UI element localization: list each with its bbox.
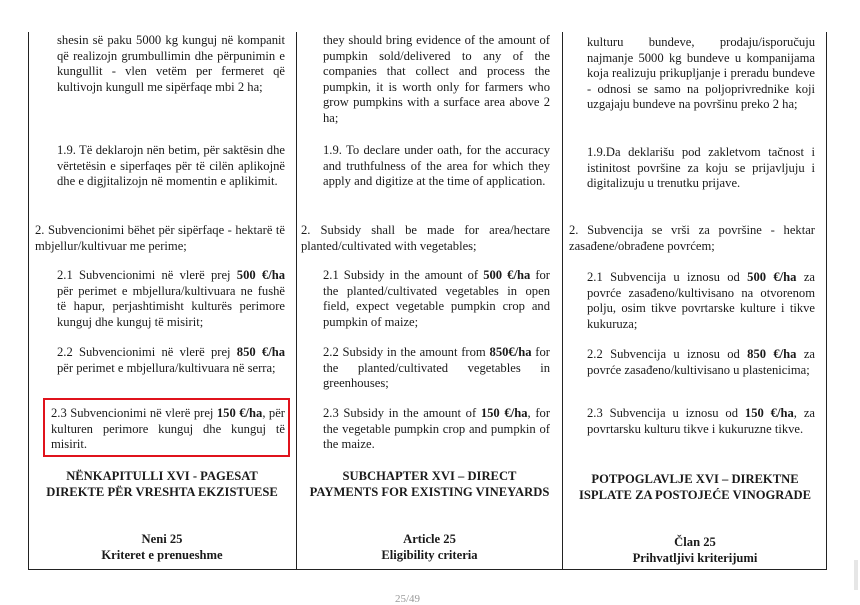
subchapter-heading: SUBCHAPTER XVI – DIRECT PAYMENTS FOR EXISTING VINEYARDS bbox=[309, 469, 550, 499]
article-number: Neni 25 bbox=[141, 532, 183, 546]
paragraph-2-2: 2.2 Subvencionimi në vlerë prej 850 €/ha për perimet e mbjellura/kultivuara në serra; bbox=[57, 345, 285, 375]
paragraph-2-3: 2.3 Subvencija u iznosu od 150 €/ha, za povrtarsku kulturu tikve i kukuruzne tikve. bbox=[587, 406, 815, 436]
article-heading bbox=[307, 532, 552, 563]
article-title: Eligibility criteria bbox=[381, 547, 478, 562]
paragraph-2-2: 2.2 Subsidy in the amount from 850€/ha for the planted/cultivated vegetables in greenhouses; bbox=[323, 345, 550, 391]
paragraph-continuation: kulturu bundeve, prodaju/isporučuju najmanje 5000 kg bundeve u kompanijama koja realizuju prikupljanje i preradu bundeve - odnosi se samo na poljoprivrednike koji uzgajaju bundeve na površinu preko 2 ha; bbox=[587, 35, 815, 112]
subchapter-heading: POTPOGLAVLJE XVI – DIREKTNE ISPLATE ZA POSTOJEĆE VINOGRADE bbox=[579, 472, 811, 502]
paragraph-1-9: 1.9.Da deklarišu pod zakletvom tačnost i istinitost površine za koju se prijavljuju i digitalizuju u trenutku prijave. bbox=[587, 145, 815, 191]
article-heading bbox=[39, 532, 285, 563]
paragraph-2-3: 2.3 Subsidy in the amount of 150 €/ha, for the vegetable pumpkin crop and pumpkin of the maize. bbox=[323, 406, 551, 452]
article-number: Član 25 bbox=[674, 535, 716, 549]
column-english bbox=[296, 32, 562, 569]
paragraph-2-3: 2.3 Subvencionimi në vlerë prej 150 €/ha, për kulturen perimore kunguj dhe kunguj të misirit. bbox=[51, 406, 285, 452]
paragraph-2-1: 2.1 Subsidy in the amount of 500 €/ha for the planted/cultivated vegetables in open field, expect vegetable pumpkin crop and pumpkin of maize; bbox=[323, 268, 551, 329]
trilingual-table bbox=[28, 32, 827, 570]
paragraph-2: 2. Subvencija se vrši za površine - hektar zasađene/obrađene povrćem; bbox=[569, 223, 815, 253]
paragraph-2-1: 2.1 Subvencionimi në vlerë prej 500 €/ha për perimet e mbjellura/kultivuara ne fushë të hapur, perjashtimisht kulturës perimore kunguj dhe kunguj të misirit; bbox=[57, 268, 285, 329]
column-albanian bbox=[29, 32, 295, 569]
page-number: 25/49 bbox=[395, 593, 421, 605]
paragraph-1-9: 1.9. Të deklarojn nën betim, për saktësin dhe vërtetësin e siperfaqes për të cilën aplikojnë dhe e digjitalizojn në momentin e aplikimit. bbox=[57, 143, 285, 189]
paragraph-2-1: 2.1 Subvencija u iznosu od 500 €/ha za povrće zasađeno/kultivisano na otvorenom polju, osim tikve povrtarske kulture i tikve kukuruza; bbox=[587, 270, 815, 331]
paragraph-1-9: 1.9. To declare under oath, for the accuracy and truthfulness of the area for which they apply and digitize at the time of application. bbox=[323, 143, 550, 189]
paragraph-continuation: they should bring evidence of the amount of pumpkin sold/delivered to any of the companies that collect and process the pumpkin, it is worth only for farmers who grow pumpkins with a surface area above 2 ha; bbox=[323, 33, 550, 125]
paragraph-2-2: 2.2 Subvencija u iznosu od 850 €/ha za povrće zasađeno/kultivisano u plastenicima; bbox=[587, 347, 815, 377]
paragraph-2: 2. Subvencionimi bëhet për sipërfaqe - hektarë të mbjellur/kultivuar me perime; bbox=[35, 223, 285, 253]
article-heading bbox=[573, 535, 817, 566]
subchapter-heading: NËNKAPITULLI XVI - PAGESAT DIREKTE PËR VRESHTA EKZISTUESE bbox=[46, 469, 278, 499]
paragraph-2: 2. Subsidy shall be made for area/hectare planted/cultivated with vegetables; bbox=[301, 223, 550, 253]
article-number: Article 25 bbox=[403, 532, 456, 546]
paragraph-continuation: shesin së paku 5000 kg kunguj në kompanit që realizojn grumbullimin dhe përpunimin e kungullit - vlen vetëm per fermeret që kultivojn kungull me sipërfaqe mbi 2 ha; bbox=[57, 33, 285, 94]
article-title: Prihvatljivi kriterijumi bbox=[632, 550, 758, 565]
article-title: Kriteret e prenueshme bbox=[101, 547, 223, 562]
scan-artifact bbox=[854, 560, 858, 590]
highlight-box bbox=[43, 398, 290, 457]
column-serbian bbox=[562, 32, 827, 569]
